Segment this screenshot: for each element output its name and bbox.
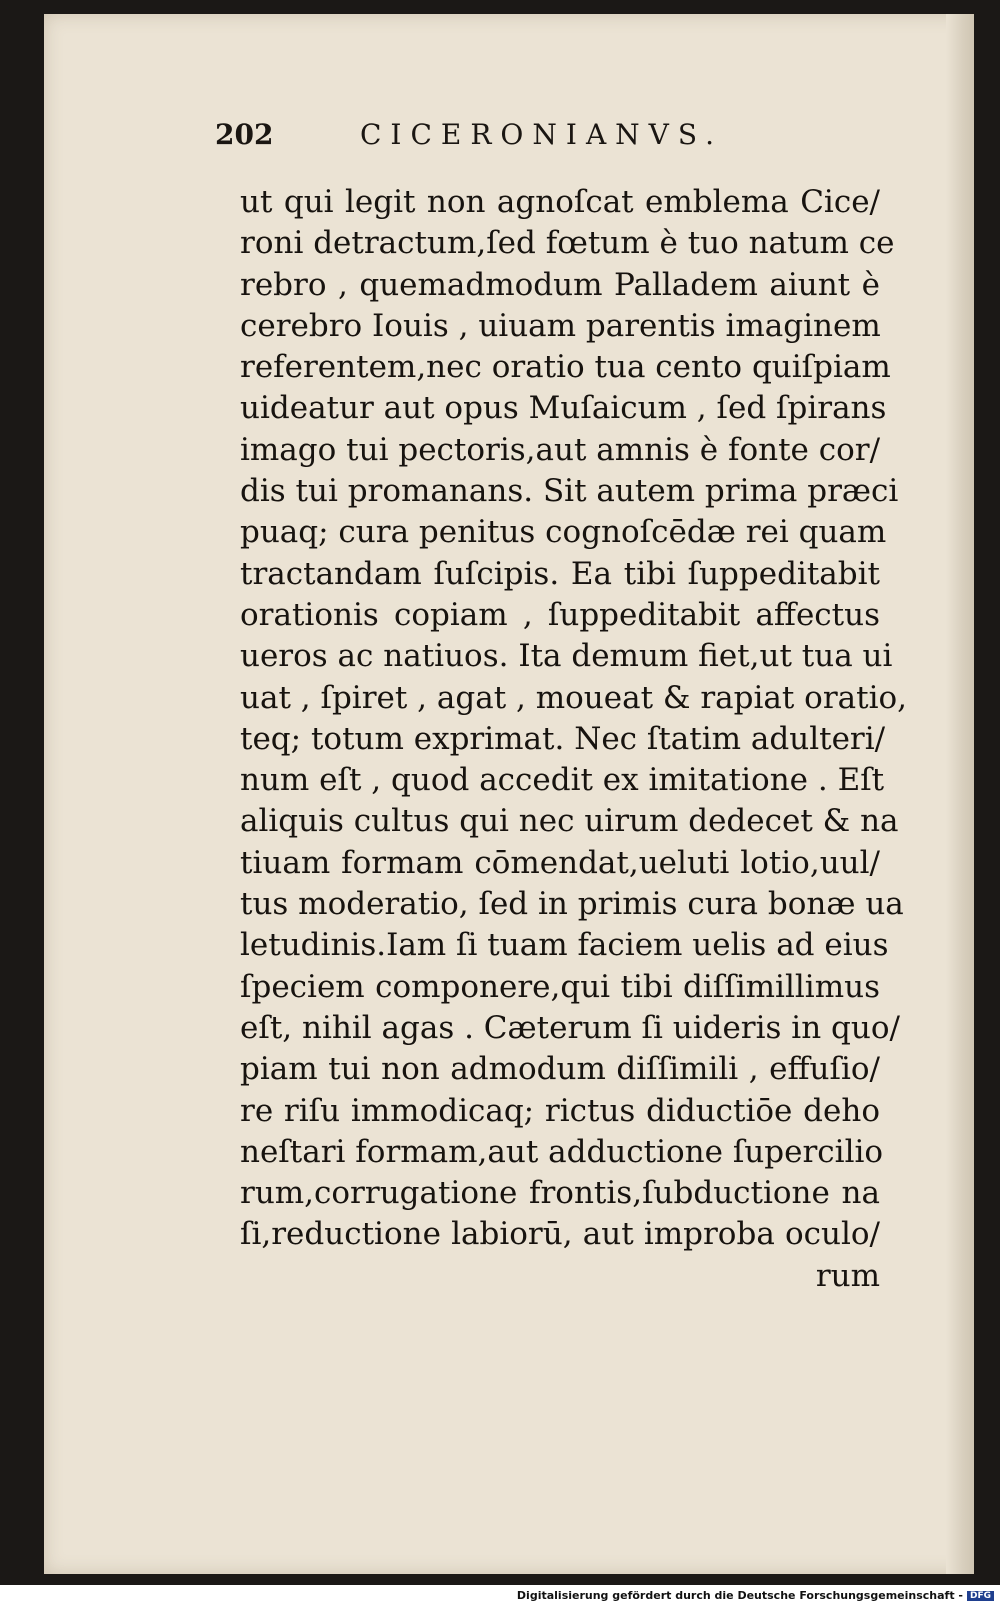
text-line: teq; totum exprimat. Nec ſtatim adulteri/: [240, 720, 886, 757]
text-line: re riſu immodicaq; rictus diductiōe deho: [240, 1092, 880, 1129]
credit-text: Digitalisierung gefördert durch die Deutsche Forschungsgemeinschaft -: [516, 1589, 963, 1602]
text-line: uideatur aut opus Muſaicum , ſed ſpirans: [240, 390, 887, 427]
text-line: uat , ſpiret , agat , moueat & rapiat oratio,: [240, 679, 908, 716]
catchword: rum: [815, 1257, 880, 1294]
text-line: tractandam ſuſcipis. Ea tibi ſuppeditabit: [240, 555, 880, 592]
text-line: letudinis.Iam ſi tuam faciem uelis ad eius: [240, 927, 889, 964]
running-title: CICERONIANVS.: [360, 118, 723, 151]
text-line: eſt, nihil agas . Cæterum ſi uideris in quo/: [240, 1009, 900, 1046]
text-line: tus moderatio, ſed in primis cura bonæ ua: [240, 886, 904, 923]
text-line: roni detractum,ſed fœtum è tuo natum ce: [240, 225, 895, 262]
text-line: orationis copiam , ſuppeditabit affectus: [240, 596, 880, 633]
text-line: imago tui pectoris,aut amnis è fonte cor/: [240, 431, 881, 468]
dfg-logo: DFG: [967, 1591, 994, 1601]
text-line: ſpeciem componere,qui tibi diſſimillimus: [240, 968, 880, 1005]
text-line: referentem,nec oratio tua cento quiſpiam: [240, 349, 891, 386]
text-line: num eſt , quod accedit ex imitatione . Eſt: [240, 762, 885, 799]
digitization-credit: [517, 1589, 994, 1602]
text-line: cerebro Iouis , uiuam parentis imaginem: [240, 307, 881, 344]
text-line: rum,corrugatione frontis,ſubductione na: [240, 1175, 880, 1212]
text-line: piam tui non admodum diſſimili , effuſio/: [240, 1051, 880, 1088]
text-line: aliquis cultus qui nec uirum dedecet & na: [240, 803, 899, 840]
text-line: neſtari formam,aut adductione ſupercilio: [240, 1133, 884, 1170]
text-line: ueros ac natiuos. Ita demum fiet,ut tua ui: [240, 638, 893, 675]
body-text: [240, 182, 908, 1297]
text-line: ut qui legit non agnoſcat emblema Cice/: [240, 184, 880, 220]
text-line: rebro , quemadmodum Palladem aiunt è: [240, 266, 880, 303]
text-line: ſi,reductione labiorū, aut improba oculo/: [240, 1216, 880, 1253]
text-line: tiuam formam cōmendat,ueluti lotio,uul/: [240, 844, 880, 881]
text-line: puaq; cura penitus cognoſcēdæ rei quam: [240, 514, 887, 551]
text-line: dis tui promanans. Sit autem prima præci: [240, 473, 899, 510]
page-gutter-shadow: [946, 14, 974, 1574]
page-number: 202: [215, 118, 274, 151]
running-head: [215, 118, 815, 158]
